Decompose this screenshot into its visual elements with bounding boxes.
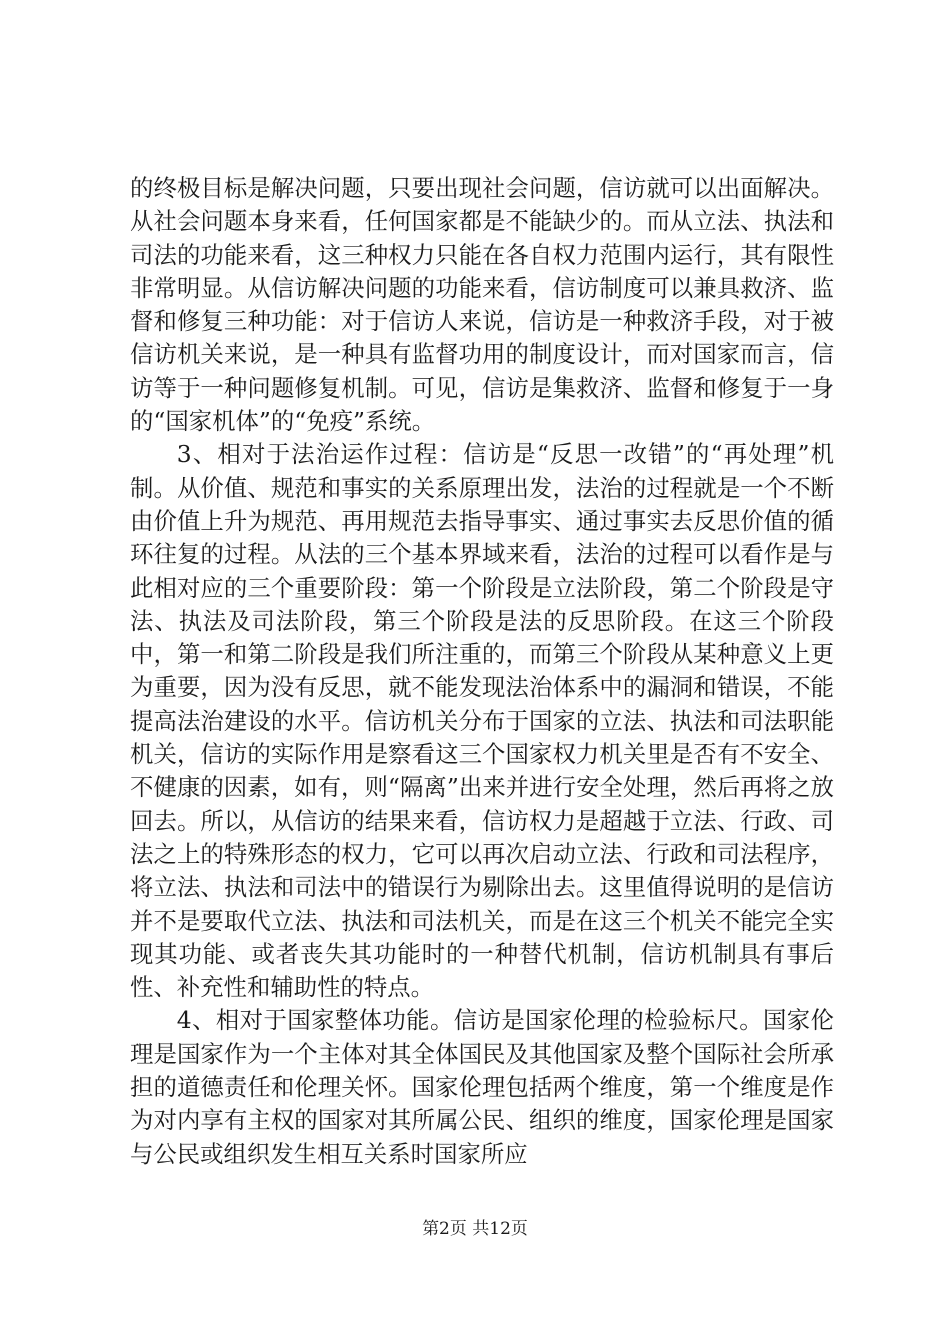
paragraph-1: 的终极目标是解决问题，只要出现社会问题，信访就可以出面解决。从社会问题本身来看，任何国家都是不能缺少的。而从立法、执法和司法的功能来看，这三种权力只能在各自权力范围内运行，其有限性非常明显。从信访解决问题的功能来看，信访制度可以兼具救济、监督和修复三种功能：对于信访人来说，信访是一种救济手段，对于被信访机关来说，是一种具有监督功用的制度设计，而对国家而言，信访等于一种问题修复机制。可见，信访是集救济、监督和修复于一身的“国家机体”的“免疫”系统。 bbox=[130, 174, 834, 436]
document-body bbox=[130, 172, 834, 1171]
paragraph-3: 4、相对于国家整体功能。信访是国家伦理的检验标尺。国家伦理是国家作为一个主体对其全体国民及其他国家及整个国际社会所承担的道德责任和伦理关怀。国家伦理包括两个维度，第一个维度是作为对内享有主权的国家对其所属公民、组织的维度，国家伦理是国家与公民或组织发生相互关系时国家所应 bbox=[130, 1006, 834, 1168]
paragraph-2: 3、相对于法治运作过程：信访是“反思一改错”的“再处理”机制。从价值、规范和事实的关系原理出发，法治的过程就是一个不断由价值上升为规范、再用规范去指导事实、通过事实去反思价值的循环往复的过程。从法的三个基本界域来看，法治的过程可以看作是与此相对应的三个重要阶段：第一个阶段是立法阶段，第二个阶段是守法、执法及司法阶段，第三个阶段是法的反思阶段。在这三个阶段中，第一和第二阶段是我们所注重的，而第三个阶段从某种意义上更为重要，因为没有反思，就不能发现法治体系中的漏洞和错误，不能提高法治建设的水平。信访机关分布于国家的立法、执法和司法职能机关，信访的实际作用是察看这三个国家权力机关里是否有不安全、不健康的因素，如有，则“隔离”出来并进行安全处理，然后再将之放回去。所以，从信访的结果来看，信访权力是超越于立法、行政、司法之上的特殊形态的权力，它可以再次启动立法、行政和司法程序，将立法、执法和司法中的错误行为剔除出去。这里值得说明的是信访并不是要取代立法、执法和司法机关，而是在这三个机关不能完全实现其功能、或者丧失其功能时的一种替代机制，信访机制具有事后性、补充性和辅助性的特点。 bbox=[130, 440, 834, 1002]
page-number-footer: 第2页 共12页 bbox=[422, 1219, 528, 1239]
